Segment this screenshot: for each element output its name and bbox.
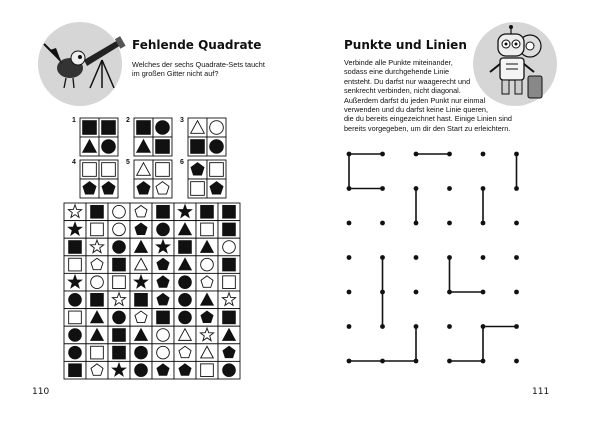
square-symbol [156,163,170,177]
dot[interactable] [380,255,385,260]
square-symbol [223,311,236,324]
dot[interactable] [380,290,385,295]
square-symbol [201,205,214,218]
circle-symbol [113,205,126,218]
dot[interactable] [414,255,419,260]
square-symbol [91,205,104,218]
dot[interactable] [481,324,486,329]
square-symbol [83,121,97,135]
dot[interactable] [514,152,519,157]
circle-symbol [157,223,170,236]
dot[interactable] [481,152,486,157]
instruction-text: Welches der sechs Quadrate-Sets taucht im großen Gitter nicht auf? [132,60,265,79]
page-title: Punkte und Linien [344,38,467,52]
option-number: 6 [180,159,184,166]
dot[interactable] [414,359,419,364]
bird-telescope-illustration [40,30,120,100]
circle-symbol [113,223,126,236]
circle-symbol [156,121,170,135]
circle-symbol [179,293,192,306]
square-symbol [157,311,170,324]
square-symbol [91,223,104,236]
square-symbol [210,163,224,177]
page-title: Fehlende Quadrate [132,38,262,52]
dot[interactable] [414,324,419,329]
dot[interactable] [414,221,419,226]
dot[interactable] [380,152,385,157]
circle-symbol [201,258,214,271]
circle-symbol [210,121,224,135]
symbol-grid [64,203,240,379]
dot[interactable] [447,255,452,260]
page-number: 111 [532,387,550,397]
square-symbol [157,205,170,218]
dot[interactable] [347,255,352,260]
circle-symbol [223,241,236,254]
dot[interactable] [414,152,419,157]
square-symbol [113,346,126,359]
dot[interactable] [514,324,519,329]
dot[interactable] [481,255,486,260]
dot[interactable] [447,290,452,295]
answer-option[interactable] [80,160,118,198]
dot[interactable] [414,290,419,295]
circle-symbol [113,311,126,324]
dot[interactable] [347,221,352,226]
dot[interactable] [380,324,385,329]
dot[interactable] [347,359,352,364]
square-symbol [179,241,192,254]
square-symbol [69,241,82,254]
page-number: 110 [32,387,50,397]
dot[interactable] [347,324,352,329]
circle-symbol [157,329,170,342]
instruction-text: Verbinde alle Punkte miteinander, sodass eine durchgehende Linie entsteht. Du darfst nur waagerecht und senkrecht verbinden, nicht diagonal. Außerdem darfst du jeden Punkt nur einmal verwenden und du darfst keine Linie queren, die du bereits eingezeichnet hast. Einige Linien sind bereits vorgegeben, um dir den Start zu erleichtern. [344,58,512,133]
square-symbol [83,163,97,177]
dot[interactable] [447,186,452,191]
square-symbol [135,293,148,306]
dot-puzzle [344,148,534,358]
square-symbol [102,121,116,135]
square-symbol [191,140,205,154]
circle-symbol [91,276,104,289]
dot[interactable] [347,186,352,191]
circle-symbol [179,311,192,324]
square-symbol [91,293,104,306]
dot[interactable] [514,221,519,226]
circle-symbol [223,364,236,377]
answer-option[interactable] [80,118,118,156]
dot[interactable] [447,152,452,157]
dot[interactable] [514,290,519,295]
option-number: 5 [126,159,130,166]
square-symbol [191,182,205,196]
square-symbol [223,223,236,236]
square-symbol [91,346,104,359]
circle-symbol [157,346,170,359]
option-number: 3 [180,117,184,124]
square-symbol [156,140,170,154]
square-symbol [137,121,151,135]
dot[interactable] [481,186,486,191]
dot[interactable] [447,359,452,364]
circle-symbol [69,293,82,306]
square-symbol [102,163,116,177]
square-symbol [201,223,214,236]
circle-symbol [135,346,148,359]
dot[interactable] [481,221,486,226]
square-symbol [223,205,236,218]
square-symbol [223,258,236,271]
circle-symbol [179,276,192,289]
dot[interactable] [481,359,486,364]
square-symbol [69,311,82,324]
dot[interactable] [414,186,419,191]
square-symbol [201,364,214,377]
square-symbol [113,258,126,271]
dot[interactable] [514,255,519,260]
dot[interactable] [380,221,385,226]
right-page [300,0,600,424]
dot[interactable] [447,221,452,226]
dot[interactable] [347,152,352,157]
circle-symbol [69,346,82,359]
square-symbol [113,276,126,289]
square-symbol [69,364,82,377]
option-number: 4 [72,159,76,166]
dot[interactable] [514,359,519,364]
square-symbol [223,276,236,289]
circle-symbol [210,140,224,154]
option-number: 2 [126,117,130,124]
dot[interactable] [347,290,352,295]
dot[interactable] [514,186,519,191]
dot[interactable] [380,186,385,191]
square-symbol [69,258,82,271]
option-number: 1 [72,117,76,124]
circle-symbol [113,241,126,254]
dot[interactable] [447,324,452,329]
answer-option[interactable] [134,118,172,156]
dot[interactable] [481,290,486,295]
square-symbol [113,329,126,342]
answer-option[interactable] [134,160,172,198]
circle-symbol [69,329,82,342]
answer-option[interactable] [188,118,226,156]
answer-option[interactable] [188,160,226,198]
circle-symbol [102,140,116,154]
dot[interactable] [380,359,385,364]
circle-symbol [135,364,148,377]
